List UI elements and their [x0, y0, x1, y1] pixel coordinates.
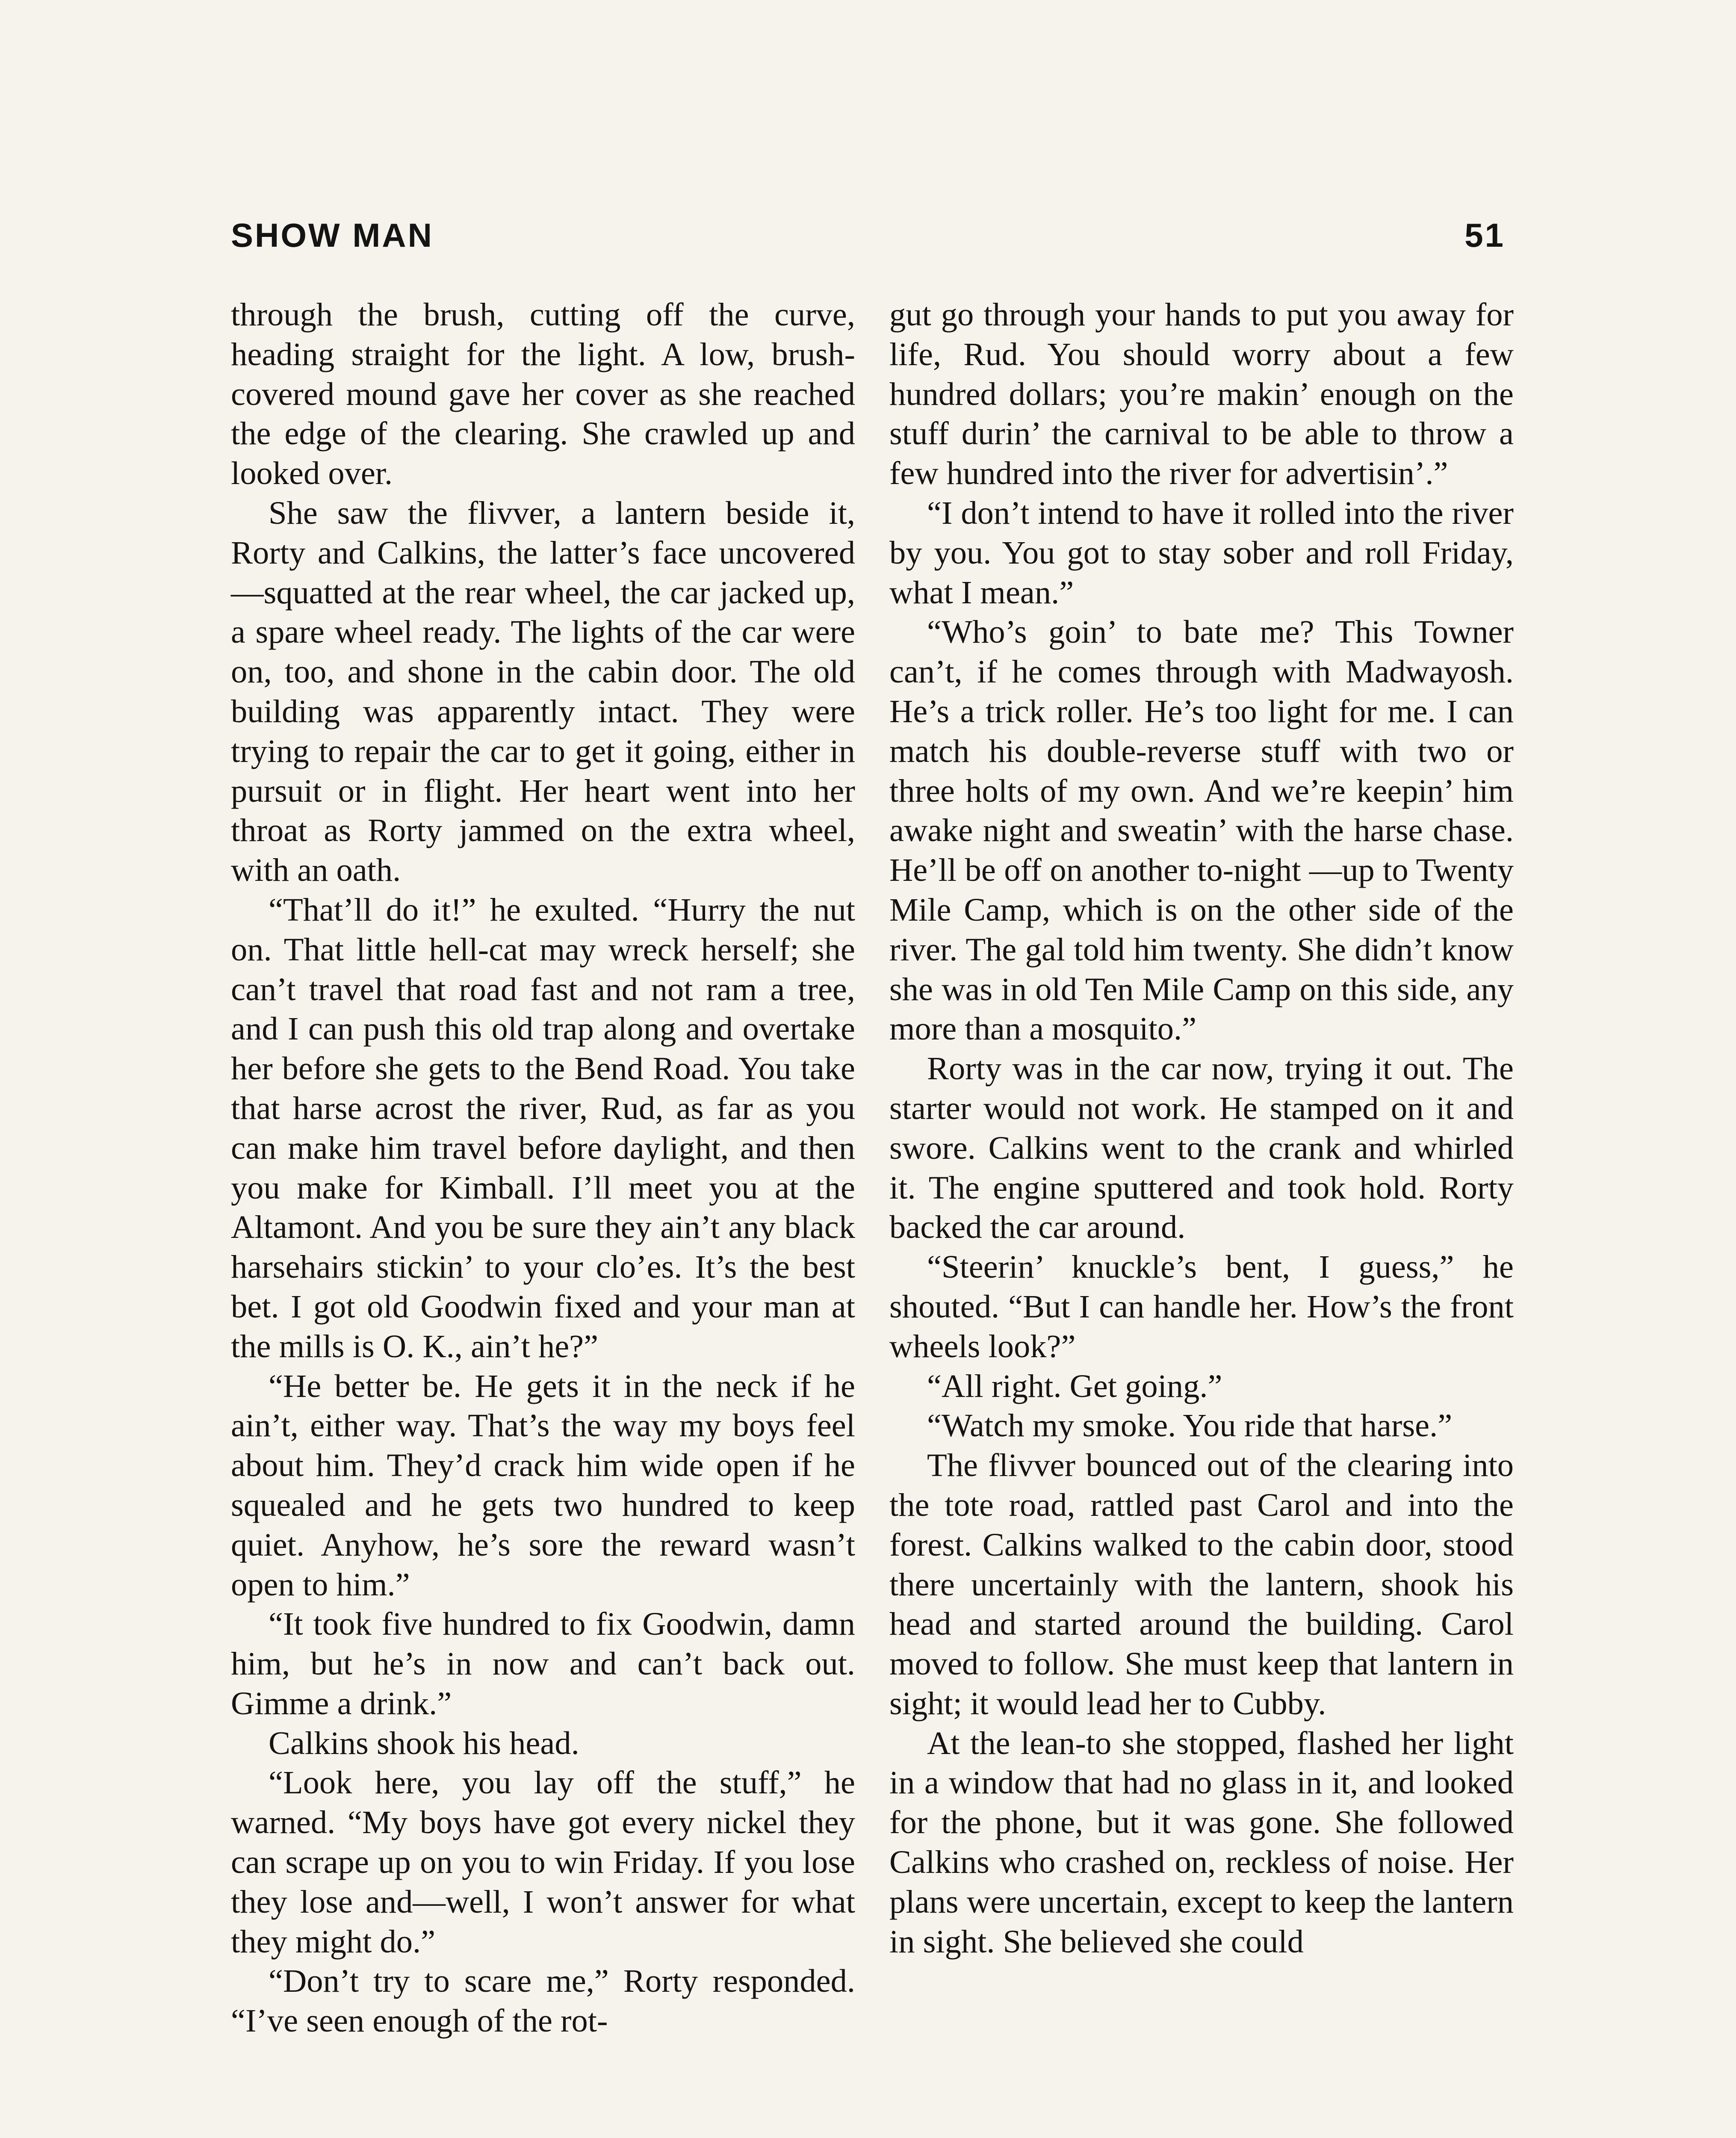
running-head [231, 216, 1505, 255]
paragraph: She saw the flivver, a lantern beside it, Rorty and Calkins, the latter’s face uncovered—squatted at the rear wheel, the car jacked up, a spare wheel ready. The lights of the car were on, too, and shone in the cabin door. The old building was apparently intact. They were trying to repair the car to get it going, either in pursuit or in flight. Her heart went into her throat as Rorty jammed on the extra wheel, with an oath. [231, 494, 855, 889]
text-column-left [231, 295, 855, 2041]
paragraph: “Watch my smoke. You ride that harse.” [927, 1407, 1453, 1444]
page-number: 51 [1464, 216, 1505, 254]
paragraph: “That’ll do it!” he exulted. “Hurry the nut on. That little hell-cat may wreck herself; she can’t travel that road fast and not ram a tree, and I can push this old trap along and overtake her before she gets to the Bend Road. You take that harse acrost the river, Rud, as far as you can make him travel before daylight, and then you make for Kimball. I’ll meet you at the Altamont. And you be sure they ain’t any black harsehairs stickin’ to your clo’es. It’s the best bet. I got old Goodwin fixed and your man at the mills is O. K., ain’t he?” [231, 891, 855, 1364]
paragraph: “Steerin’ knuckle’s bent, I guess,” he shouted. “But I can handle her. How’s the front wheels look?” [889, 1249, 1514, 1364]
paragraph: “He better be. He gets it in the neck if he ain’t, either way. That’s the way my boys feel about him. They’d crack him wide open if he squealed and he gets two hundred to keep quiet. Anyhow, he’s sore the reward wasn’t open to him.” [231, 1367, 855, 1603]
running-title: SHOW MAN [231, 216, 434, 254]
paragraph: “I don’t intend to have it rolled into the river by you. You got to stay sober and roll Friday, what I mean.” [889, 494, 1514, 611]
text-column-right [889, 295, 1514, 1961]
paragraph: At the lean-to she stopped, flashed her light in a window that had no glass in it, and looked for the phone, but it was gone. She followed Calkins who crashed on, reckless of noise. Her plans were uncertain, except to keep the lantern in sight. She believed she could [889, 1725, 1514, 1960]
paragraph: “All right. Get going.” [927, 1367, 1222, 1404]
paragraph: “It took five hundred to fix Goodwin, damn him, but he’s in now and can’t back out. Gimme a drink.” [231, 1606, 855, 1722]
paragraph: “Don’t try to scare me,” Rorty responded. “I’ve seen enough of the rot- [231, 1963, 855, 2039]
paragraph: Calkins shook his head. [269, 1725, 579, 1761]
paragraph: “Look here, you lay off the stuff,” he warned. “My boys have got every nickel they can scrape up on you to win Friday. If you lose they lose and—well, I won’t answer for what they might do.” [231, 1764, 855, 1960]
paragraph: The flivver bounced out of the clearing into the tote road, rattled past Carol and into the forest. Calkins walked to the cabin door, stood there uncertainly with the lantern, shook his head and started around the building. Carol moved to follow. She must keep that lantern in sight; it would lead her to Cubby. [889, 1447, 1514, 1722]
paragraph: gut go through your hands to put you away for life, Rud. You should worry about a few hundred dollars; you’re makin’ enough on the stuff durin’ the carnival to be able to throw a few hundred into the river for advertisin’.” [889, 296, 1514, 492]
paragraph: “Who’s goin’ to bate me? This Towner can’t, if he comes through with Madwayosh. He’s a trick roller. He’s too light for me. I can match his double-reverse stuff with two or three holts of my own. And we’re keepin’ him awake night and sweatin’ with the harse chase. He’ll be off on another to-night —up to Twenty Mile Camp, which is on the other side of the river. The gal told him twenty. She didn’t know she was in old Ten Mile Camp on this side, any more than a mosquito.” [889, 614, 1514, 1047]
paragraph: through the brush, cutting off the curve, heading straight for the light. A low, brush-covered mound gave her cover as she reached the edge of the clearing. She crawled up and looked over. [231, 296, 855, 492]
paragraph: Rorty was in the car now, trying it out. The starter would not work. He stamped on it and swore. Calkins went to the crank and whirled it. The engine sputtered and took hold. Rorty backed the car around. [889, 1050, 1514, 1246]
